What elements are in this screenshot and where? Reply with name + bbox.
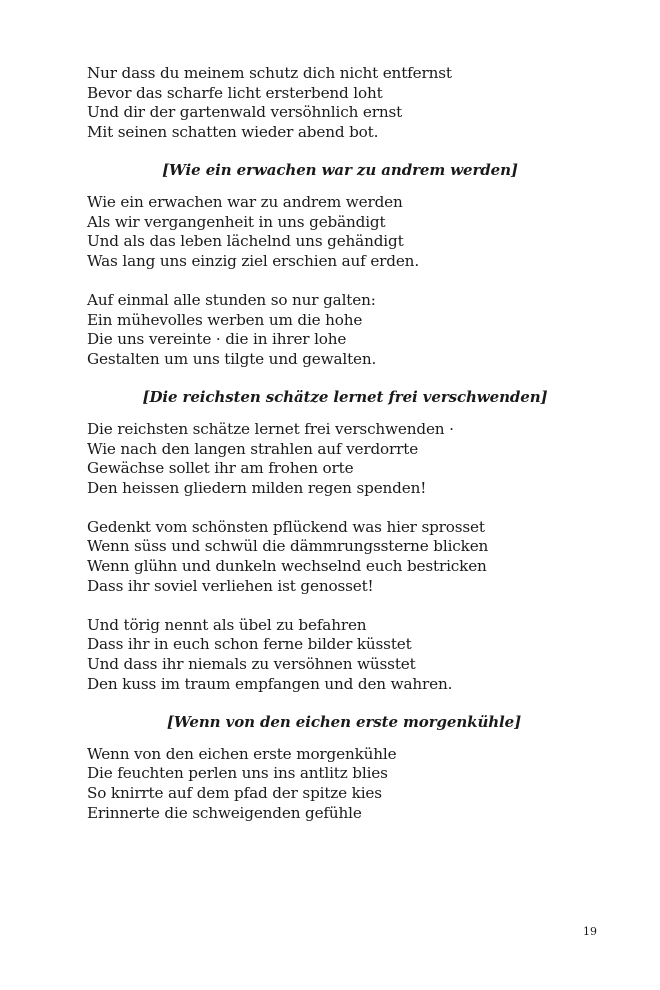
poem-page	[87, 64, 587, 823]
verse-line: Wenn süss und schwül die dämmrungssterne blicken	[87, 537, 489, 556]
verse-line: Und als das leben lächelnd uns gehändigt	[87, 232, 404, 251]
verse-line: Die feuchten perlen uns ins antlitz blies	[87, 764, 388, 783]
stanza	[87, 616, 587, 694]
stanza	[87, 64, 587, 142]
verse-line: Gewächse sollet ihr am frohen orte	[87, 459, 354, 478]
poem-title: [Wenn von den eichen erste morgenkühle]	[166, 713, 522, 732]
verse-line: Ein mühevolles werben um die hohe	[87, 310, 363, 329]
verse-line: Mit seinen schatten wieder abend bot.	[87, 122, 379, 141]
verse-line: Wenn glühn und dunkeln wechselnd euch bestricken	[87, 557, 487, 576]
verse-line: Nur dass du meinem schutz dich nicht entfernst	[87, 64, 452, 82]
poem-title: [Die reichsten schätze lernet frei verschwenden]	[142, 388, 548, 407]
verse-line: Erinnerte die schweigenden gefühle	[87, 803, 362, 822]
stanza	[87, 291, 587, 369]
verse-line: Gedenkt vom schönsten pflückend was hier sprosset	[87, 517, 485, 536]
verse-line: Den kuss im traum empfangen und den wahren.	[87, 674, 453, 693]
poem-title: [Wie ein erwachen war zu andrem werden]	[162, 161, 518, 180]
verse-line: So knirrte auf dem pfad der spitze kies	[87, 784, 382, 802]
verse-line: Wie ein erwachen war zu andrem werden	[87, 192, 403, 211]
page-number: 19	[583, 925, 597, 938]
verse-line: Als wir vergangenheit in uns gebändigt	[87, 212, 386, 231]
verse-line: Bevor das scharfe licht ersterbend loht	[87, 83, 383, 102]
stanza	[87, 193, 587, 271]
verse-line: Und dir der gartenwald versöhnlich ernst	[87, 103, 403, 122]
verse-line: Dass ihr in euch schon ferne bilder küsstet	[87, 635, 412, 654]
verse-line: Wenn von den eichen erste morgenkühle	[87, 744, 397, 763]
verse-line: Gestalten um uns tilgte und gewalten.	[87, 349, 377, 368]
verse-line: Die reichsten schätze lernet frei verschwenden ·	[87, 419, 454, 438]
verse-line: Und törig nennt als übel zu befahren	[87, 615, 367, 634]
verse-line: Die uns vereinte · die in ihrer lohe	[87, 330, 347, 349]
stanza	[87, 420, 587, 498]
verse-line: Wie nach den langen strahlen auf verdorrte	[87, 439, 419, 458]
stanza	[87, 518, 587, 596]
verse-line: Dass ihr soviel verliehen ist genosset!	[87, 576, 374, 595]
verse-line: Und dass ihr niemals zu versöhnen wüsstet	[87, 655, 416, 674]
verse-line: Was lang uns einzig ziel erschien auf erden.	[87, 251, 419, 270]
verse-line: Den heissen gliedern milden regen spenden!	[87, 478, 427, 497]
stanza	[87, 745, 587, 823]
verse-line: Auf einmal alle stunden so nur galten:	[87, 290, 376, 309]
